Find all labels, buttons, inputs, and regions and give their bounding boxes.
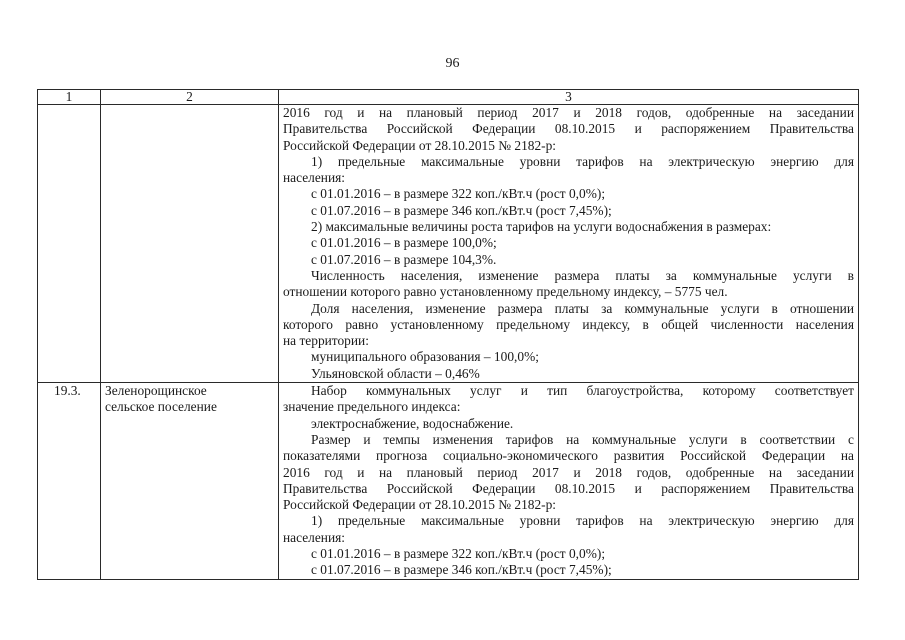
column-header-3: 3: [279, 90, 859, 105]
text-line: 1) предельные максимальные уровни тарифов на электрическую энергию для: [311, 513, 854, 529]
text-line: 2016 год и на плановый период 2017 и 2018 годов, одобренные на заседании: [283, 105, 854, 120]
settlement-name-line2: сельское поселение: [105, 399, 217, 415]
text-line: муниципального образования – 100,0%;: [311, 349, 539, 365]
text-line: 2) максимальные величины роста тарифов на услуги водоснабжения в размерах:: [311, 219, 772, 235]
text-line: Набор коммунальных услуг и тип благоустройства, которому соответствует: [311, 383, 854, 399]
row-text-cell: [279, 383, 859, 580]
settlement-name-line1: Зеленорощинское: [105, 383, 207, 399]
text-line: электроснабжение, водоснабжение.: [311, 415, 514, 431]
text-line: Доля населения, изменение размера платы за коммунальные услуги в отношении: [311, 300, 854, 316]
text-line: с 01.07.2016 – в размере 346 коп./кВт.ч (рост 7,45%);: [311, 562, 612, 578]
text-line: Ульяновской области – 0,46%: [311, 365, 480, 381]
text-line: населения:: [283, 529, 345, 545]
text-line: Правительства Российской Федерации 08.10.2015 и распоряжением Правительства: [283, 480, 854, 496]
text-line: с 01.07.2016 – в размере 104,3%.: [311, 251, 497, 267]
page-number: 96: [445, 56, 460, 71]
text-line: Численность населения, изменение размера платы за коммунальные услуги в: [311, 267, 854, 283]
row-number-cell: [38, 105, 101, 383]
table-row-19-3: [38, 383, 859, 580]
text-line: которого равно установленному предельному индексу, в общей численности населения: [283, 316, 854, 332]
column-header-1: 1: [38, 90, 101, 105]
text-line: отношении которого равно установленному предельному индексу, – 5775 чел.: [283, 284, 728, 300]
row-name-cell: [101, 383, 279, 580]
text-line: Правительства Российской Федерации 08.10.2015 и распоряжением Правительства: [283, 121, 854, 137]
row-number-cell: 19.3.: [38, 383, 101, 580]
text-line: населения:: [283, 170, 345, 186]
table-row-continued: [38, 105, 859, 383]
text-line: показателями прогноза социально-экономического развития Российской Федерации на: [283, 448, 854, 464]
text-line: Размер и темпы изменения тарифов на коммунальные услуги в соответствии с: [311, 431, 854, 447]
text-line: с 01.01.2016 – в размере 322 коп./кВт.ч (рост 0,0%);: [311, 186, 606, 202]
column-header-2: 2: [101, 90, 279, 105]
text-line: значение предельного индекса:: [283, 399, 461, 415]
text-line: на территории:: [283, 333, 369, 349]
text-line: Российской Федерации от 28.10.2015 № 2182-р:: [283, 137, 557, 153]
text-line: 2016 год и на плановый период 2017 и 2018 годов, одобренные на заседании: [283, 464, 854, 480]
table-header-row: [38, 90, 859, 105]
text-line: Российской Федерации от 28.10.2015 № 2182-р:: [283, 497, 557, 513]
text-line: с 01.01.2016 – в размере 322 коп./кВт.ч (рост 0,0%);: [311, 546, 606, 562]
text-line: с 01.01.2016 – в размере 100,0%;: [311, 235, 497, 251]
row-text-cell: [279, 105, 859, 383]
row-name-cell: [101, 105, 279, 383]
text-line: 1) предельные максимальные уровни тарифов на электрическую энергию для: [311, 153, 854, 169]
tariff-table: [37, 89, 859, 580]
text-line: с 01.07.2016 – в размере 346 коп./кВт.ч (рост 7,45%);: [311, 202, 612, 218]
